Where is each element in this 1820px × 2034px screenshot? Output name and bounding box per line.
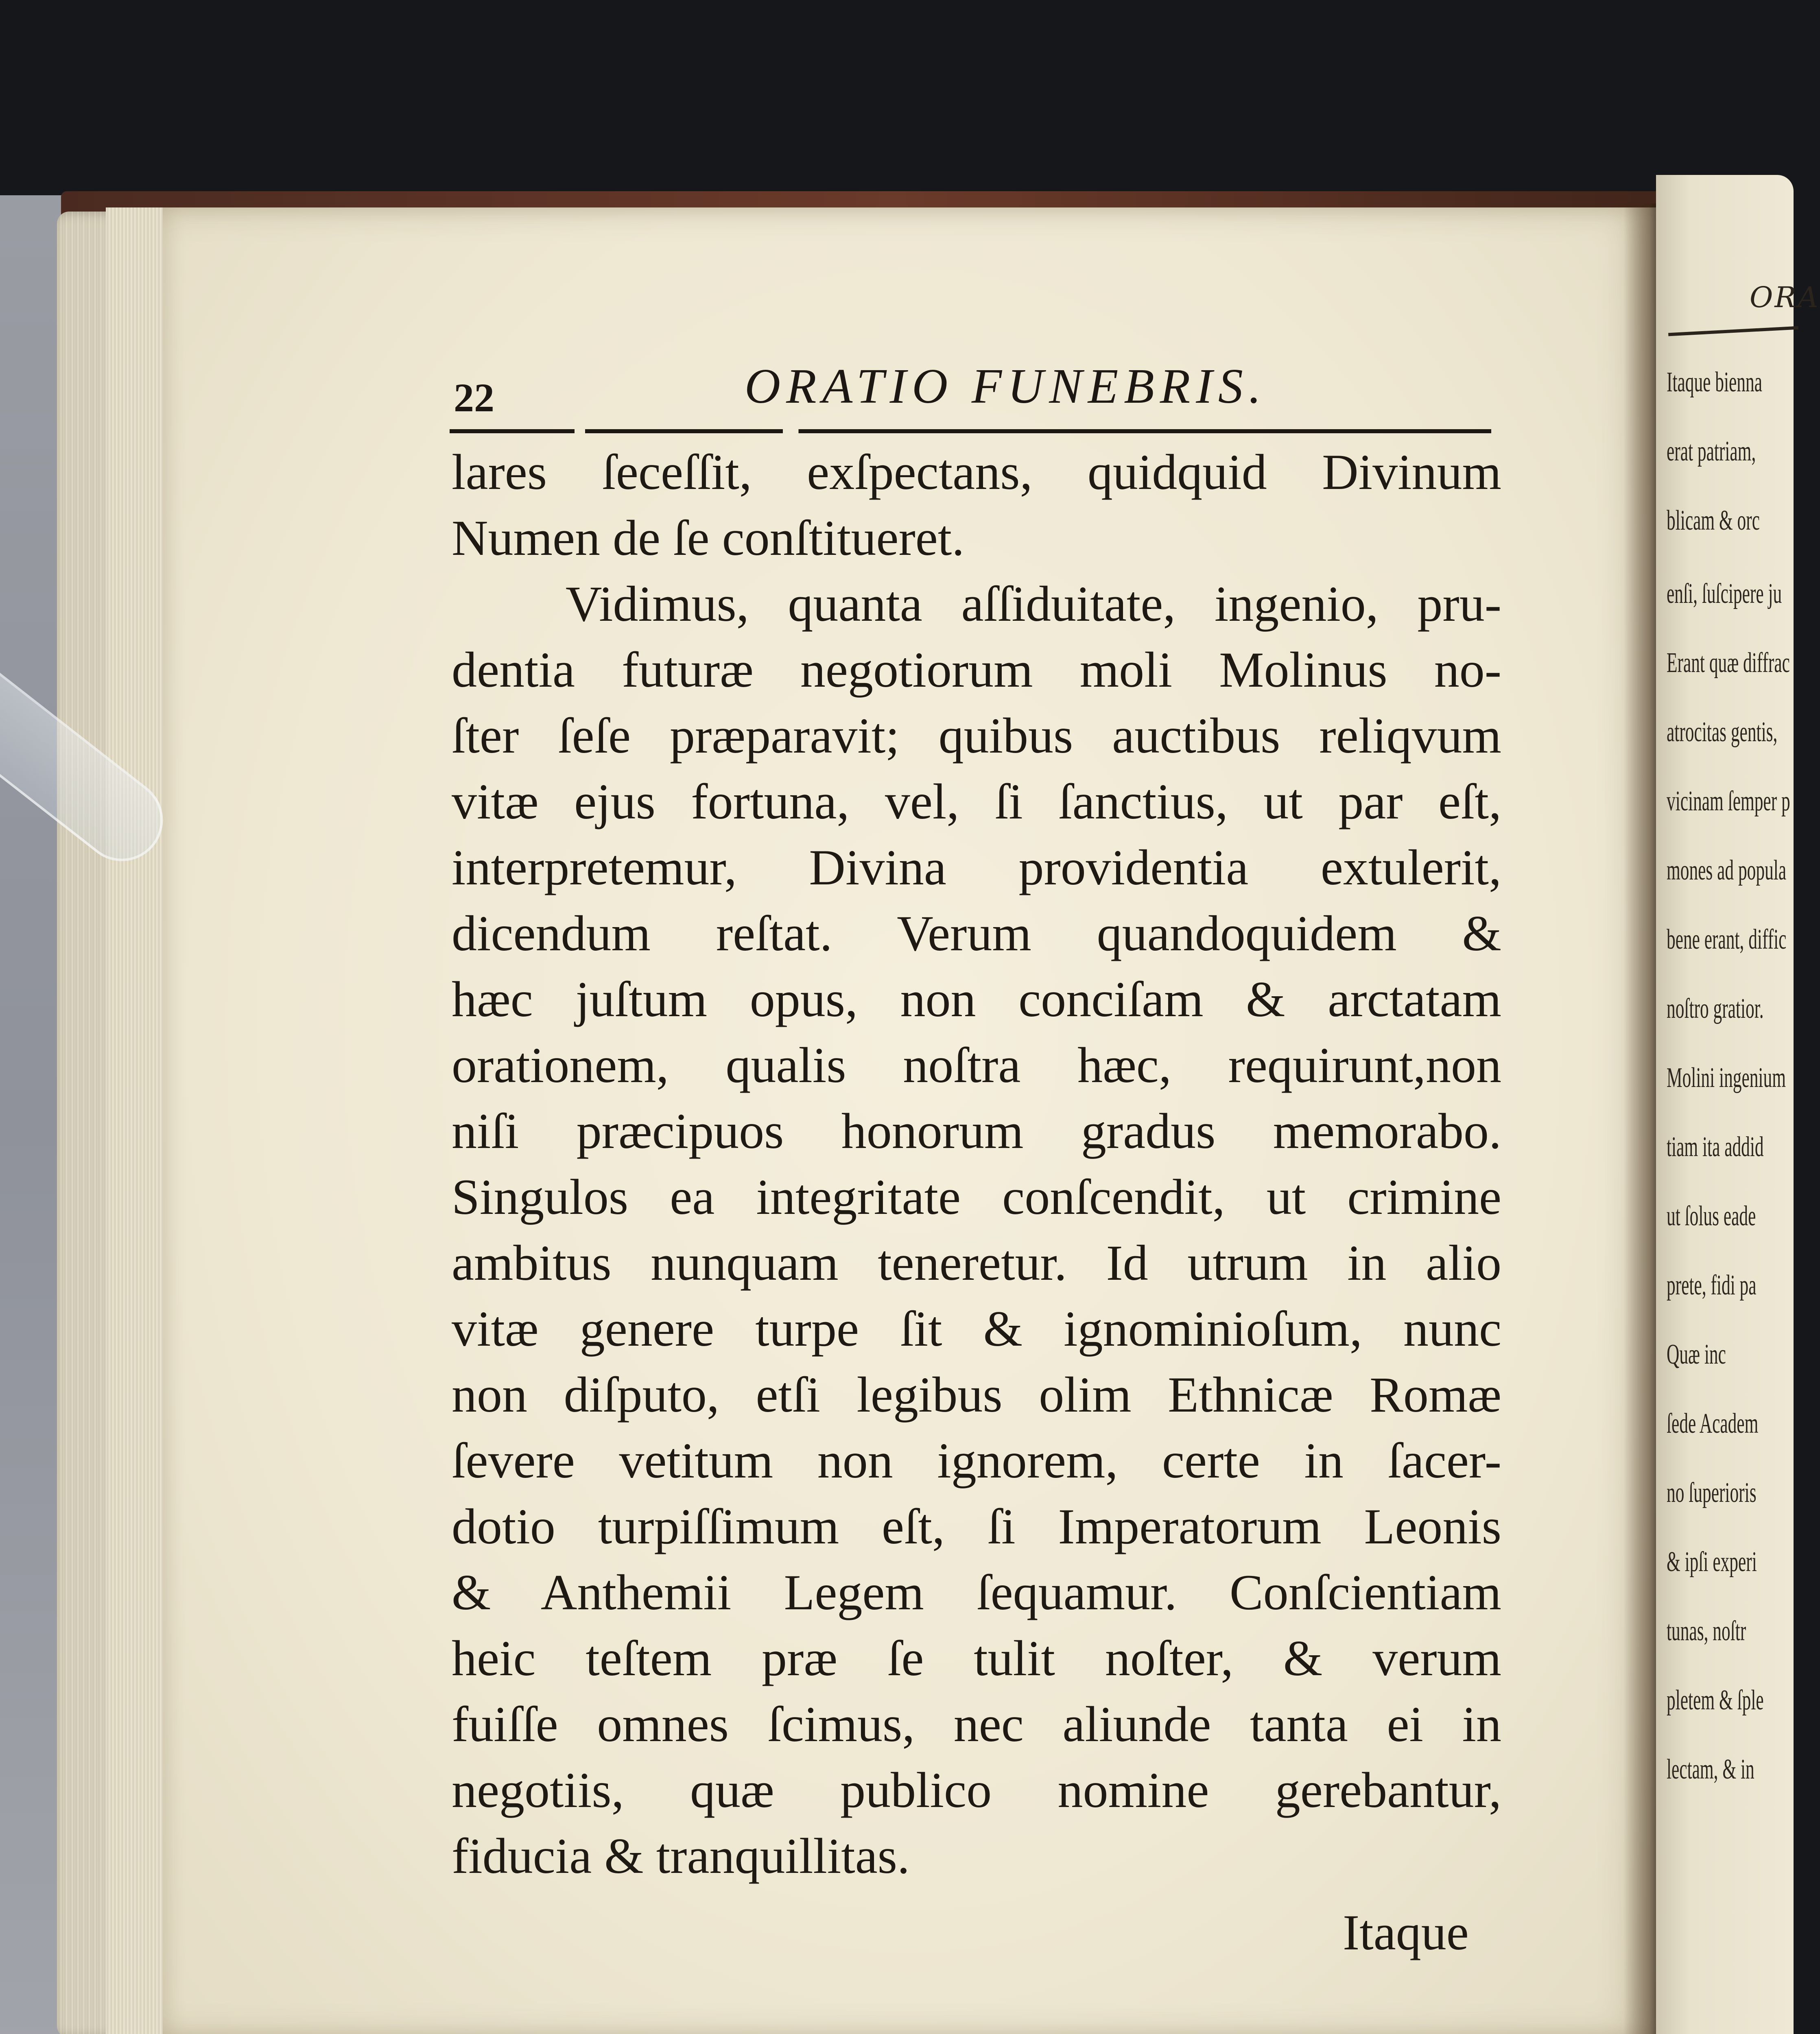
text-line: dentia futuræ negotiorum moli Molinus no- [452, 642, 1501, 698]
facing-page-line: prete, fidi pa [1667, 1270, 1757, 1301]
facing-page-line: ſede Academ [1667, 1408, 1759, 1439]
text-line: Singulos ea integritate conſcendit, ut crimine [452, 1169, 1501, 1225]
text-line: niſi præcipuos honorum gradus memorabo. [452, 1103, 1501, 1159]
text-line: ſter ſeſe præparavit; quibus auctibus reliqvum [452, 708, 1501, 764]
facing-page-line: noſtro gratior. [1667, 993, 1764, 1024]
text-line: hæc juſtum opus, non conciſam & arctatam [452, 971, 1501, 1027]
facing-page [1656, 175, 1820, 2034]
facing-page-line: mones ad popula [1667, 855, 1787, 886]
text-line: Vidimus, quanta aſſiduitate, ingenio, pru- [566, 576, 1501, 632]
facing-page-line: & ipſi experi [1667, 1546, 1757, 1578]
body-text [452, 439, 1501, 1889]
text-line: lares ſeceſſit, exſpectans, quidquid Divinum [452, 444, 1501, 500]
text-line: ambitus nunquam teneretur. Id utrum in alio [452, 1235, 1501, 1291]
header-rule [450, 429, 1491, 433]
page-edges-inner [106, 207, 171, 2034]
text-line: dotio turpiſſimum eſt, ſi Imperatorum Leonis [452, 1499, 1501, 1554]
text-line: interpretemur, Divina providentia extulerit, [452, 840, 1501, 895]
facing-page-line: tiam ita addid [1667, 1131, 1764, 1163]
catchword: Itaque [1343, 1905, 1469, 1960]
facing-page-line: tunas, noſtr [1667, 1615, 1746, 1647]
text-line: dicendum reſtat. Verum quandoquidem & [452, 906, 1501, 961]
text-line: fiducia & tranquillitas. [452, 1828, 910, 1884]
running-title: ORATIO FUNEBRIS. [745, 359, 1267, 414]
facing-page-title: ORA [1750, 281, 1820, 314]
facing-page-line: Quæ inc [1667, 1339, 1726, 1370]
text-line: vitæ genere turpe ſit & ignominioſum, nunc [452, 1301, 1501, 1357]
facing-page-line: bene erant, diffic [1667, 924, 1787, 955]
facing-page-line: atrocitas gentis, [1667, 716, 1778, 748]
facing-page-line: pletem & ſple [1667, 1685, 1764, 1716]
text-line: fuiſſe omnes ſcimus, nec aliunde tanta ei in [452, 1696, 1501, 1752]
facing-page-line: vicinam ſemper p [1667, 786, 1790, 817]
text-line: orationem, qualis noſtra hæc, requirunt,non [452, 1037, 1501, 1093]
page-number: 22 [454, 375, 494, 420]
text-line: & Anthemii Legem ſequamur. Conſcientiam [452, 1565, 1501, 1620]
text-line: heic teſtem præ ſe tulit noſter, & verum [452, 1630, 1501, 1686]
text-line: vitæ ejus fortuna, vel, ſi ſanctius, ut par eſt, [452, 774, 1501, 829]
facing-page-line: blicam & orc [1667, 505, 1760, 536]
facing-page-line: Molini ingenium [1667, 1062, 1786, 1093]
facing-page-line: Itaque bienna [1667, 367, 1762, 398]
text-line: non diſputo, etſi legibus olim Ethnicæ Romæ [452, 1367, 1501, 1423]
facing-page-line: enſi, ſuſcipere ju [1667, 578, 1782, 609]
facing-page-line: no ſuperioris [1667, 1477, 1757, 1508]
facing-page-line: ut ſolus eade [1667, 1200, 1756, 1232]
facing-page-line: Erant quæ diffrac [1667, 647, 1790, 679]
text-line: Numen de ſe conſtitueret. [452, 510, 965, 566]
text-line: negotiis, quæ publico nomine gerebantur, [452, 1762, 1501, 1818]
text-line: ſevere vetitum non ignorem, certe in ſacer- [452, 1433, 1501, 1488]
facing-page-line: erat patriam, [1667, 436, 1756, 467]
facing-page-line: lectam, & in [1667, 1754, 1754, 1785]
book-gutter [1623, 203, 1660, 2034]
facing-page-rule [1668, 326, 1798, 336]
